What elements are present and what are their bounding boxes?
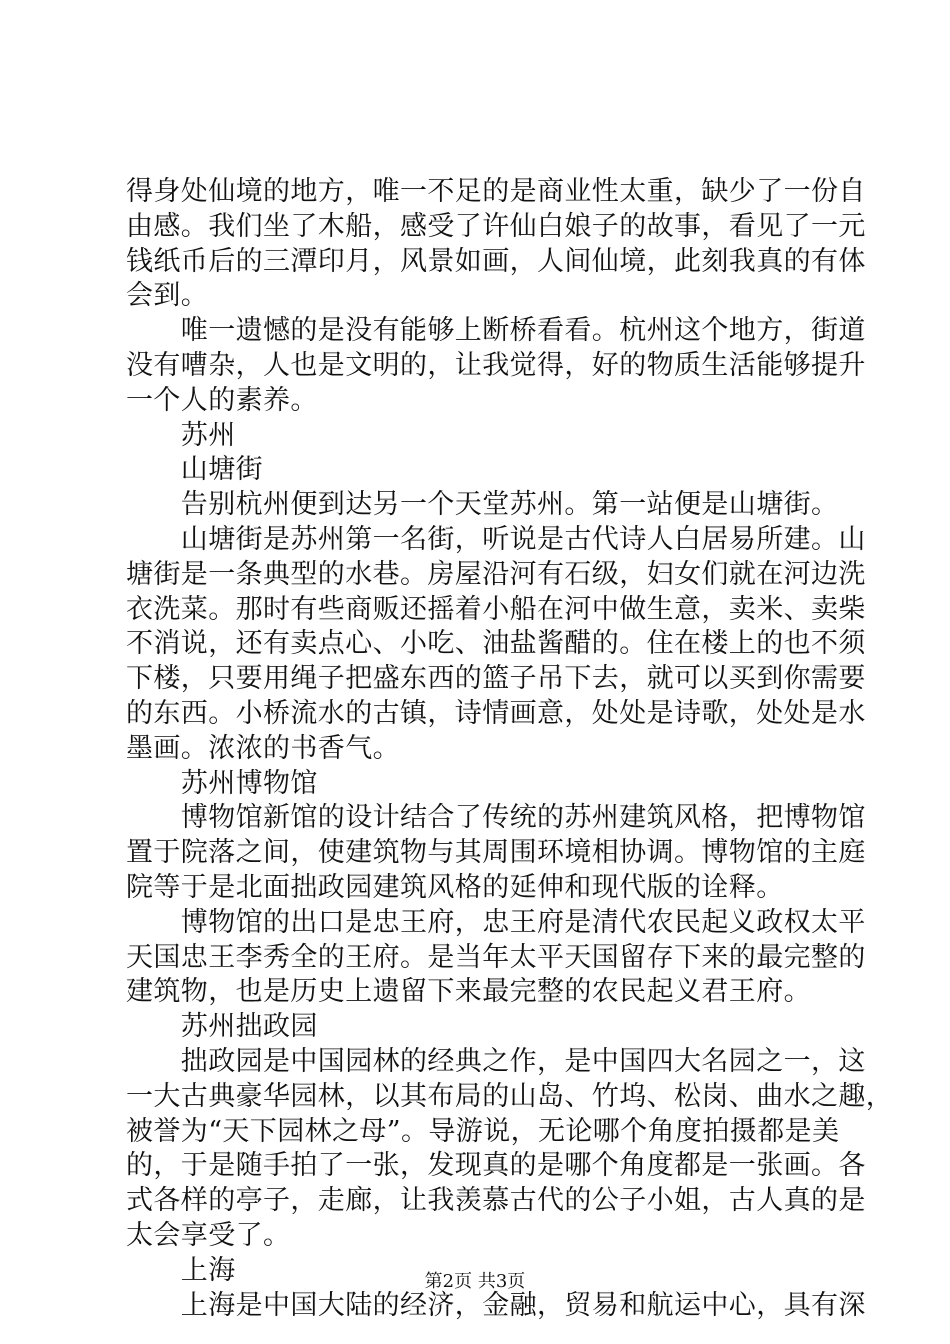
text-line: 置于院落之间，使建筑物与其周围环境相协调。博物馆的主庭 xyxy=(126,837,866,869)
text-line: 一大古典豪华园林，以其布局的山岛、竹坞、松岗、曲水之趣， xyxy=(126,1080,894,1112)
text-line: 拙政园是中国园林的经典之作，是中国四大名园之一，这 xyxy=(126,1045,866,1077)
text-line: 塘街是一条典型的水巷。房屋沿河有石级，妇女们就在河边洗 xyxy=(126,558,866,590)
text-line: 博物馆新馆的设计结合了传统的苏州建筑风格，把博物馆 xyxy=(126,802,866,834)
section-heading-shantang-street: 山塘街 xyxy=(126,454,263,486)
section-heading-suzhou: 苏州 xyxy=(126,419,236,451)
text-line: 的东西。小桥流水的古镇，诗情画意，处处是诗歌，处处是水 xyxy=(126,697,866,729)
text-line: 墨画。浓浓的书香气。 xyxy=(126,732,400,764)
section-heading-humble-administrator-garden: 苏州拙政园 xyxy=(126,1011,318,1043)
text-line: 下楼，只要用绳子把盛东西的篮子吊下去，就可以买到你需要 xyxy=(126,663,866,695)
text-line: 博物馆的出口是忠王府，忠王府是清代农民起义政权太平 xyxy=(126,906,866,938)
text-line: 建筑物，也是历史上遗留下来最完整的农民起义君王府。 xyxy=(126,976,811,1008)
text-line: 钱纸币后的三潭印月，风景如画，人间仙境，此刻我真的有体 xyxy=(126,245,866,277)
text-line: 一个人的素养。 xyxy=(126,384,318,416)
document-body xyxy=(126,175,894,1323)
text-line: 没有嘈杂，人也是文明的，让我觉得，好的物质生活能够提升 xyxy=(126,349,866,381)
text-line: 院等于是北面拙政园建筑风格的延伸和现代版的诠释。 xyxy=(126,871,784,903)
text-line: 由感。我们坐了木船，感受了许仙白娘子的故事，看见了一元 xyxy=(126,210,866,242)
text-line: 衣洗菜。那时有些商贩还摇着小船在河中做生意，卖米、卖柴 xyxy=(126,593,866,625)
text-line: 太会享受了。 xyxy=(126,1219,291,1251)
text-line: 会到。 xyxy=(126,280,209,312)
text-line: 被誉为“天下园林之母”。导游说，无论哪个角度拍摄都是美 xyxy=(126,1115,840,1147)
text-line: 的，于是随手拍了一张，发现真的是哪个角度都是一张画。各 xyxy=(126,1150,866,1182)
text-line: 唯一遗憾的是没有能够上断桥看看。杭州这个地方，街道 xyxy=(126,315,866,347)
text-line: 山塘街是苏州第一名街，听说是古代诗人白居易所建。山 xyxy=(126,523,866,555)
text-line: 上海是中国大陆的经济，金融，贸易和航运中心，具有深 xyxy=(126,1289,866,1321)
text-line: 天国忠王李秀全的王府。是当年太平天国留存下来的最完整的 xyxy=(126,941,866,973)
section-heading-shanghai: 上海 xyxy=(126,1254,236,1286)
text-line: 得身处仙境的地方，唯一不足的是商业性太重，缺少了一份自 xyxy=(126,176,866,207)
text-line: 不消说，还有卖点心、小吃、油盐酱醋的。住在楼上的也不须 xyxy=(126,628,866,660)
text-line: 式各样的亭子，走廊，让我羡慕古代的公子小姐，古人真的是 xyxy=(126,1185,866,1217)
page-number-footer: 第2页 共3页 xyxy=(424,1271,526,1292)
section-heading-suzhou-museum: 苏州博物馆 xyxy=(126,767,318,799)
text-line: 告别杭州便到达另一个天堂苏州。第一站便是山塘街。 xyxy=(126,489,839,521)
